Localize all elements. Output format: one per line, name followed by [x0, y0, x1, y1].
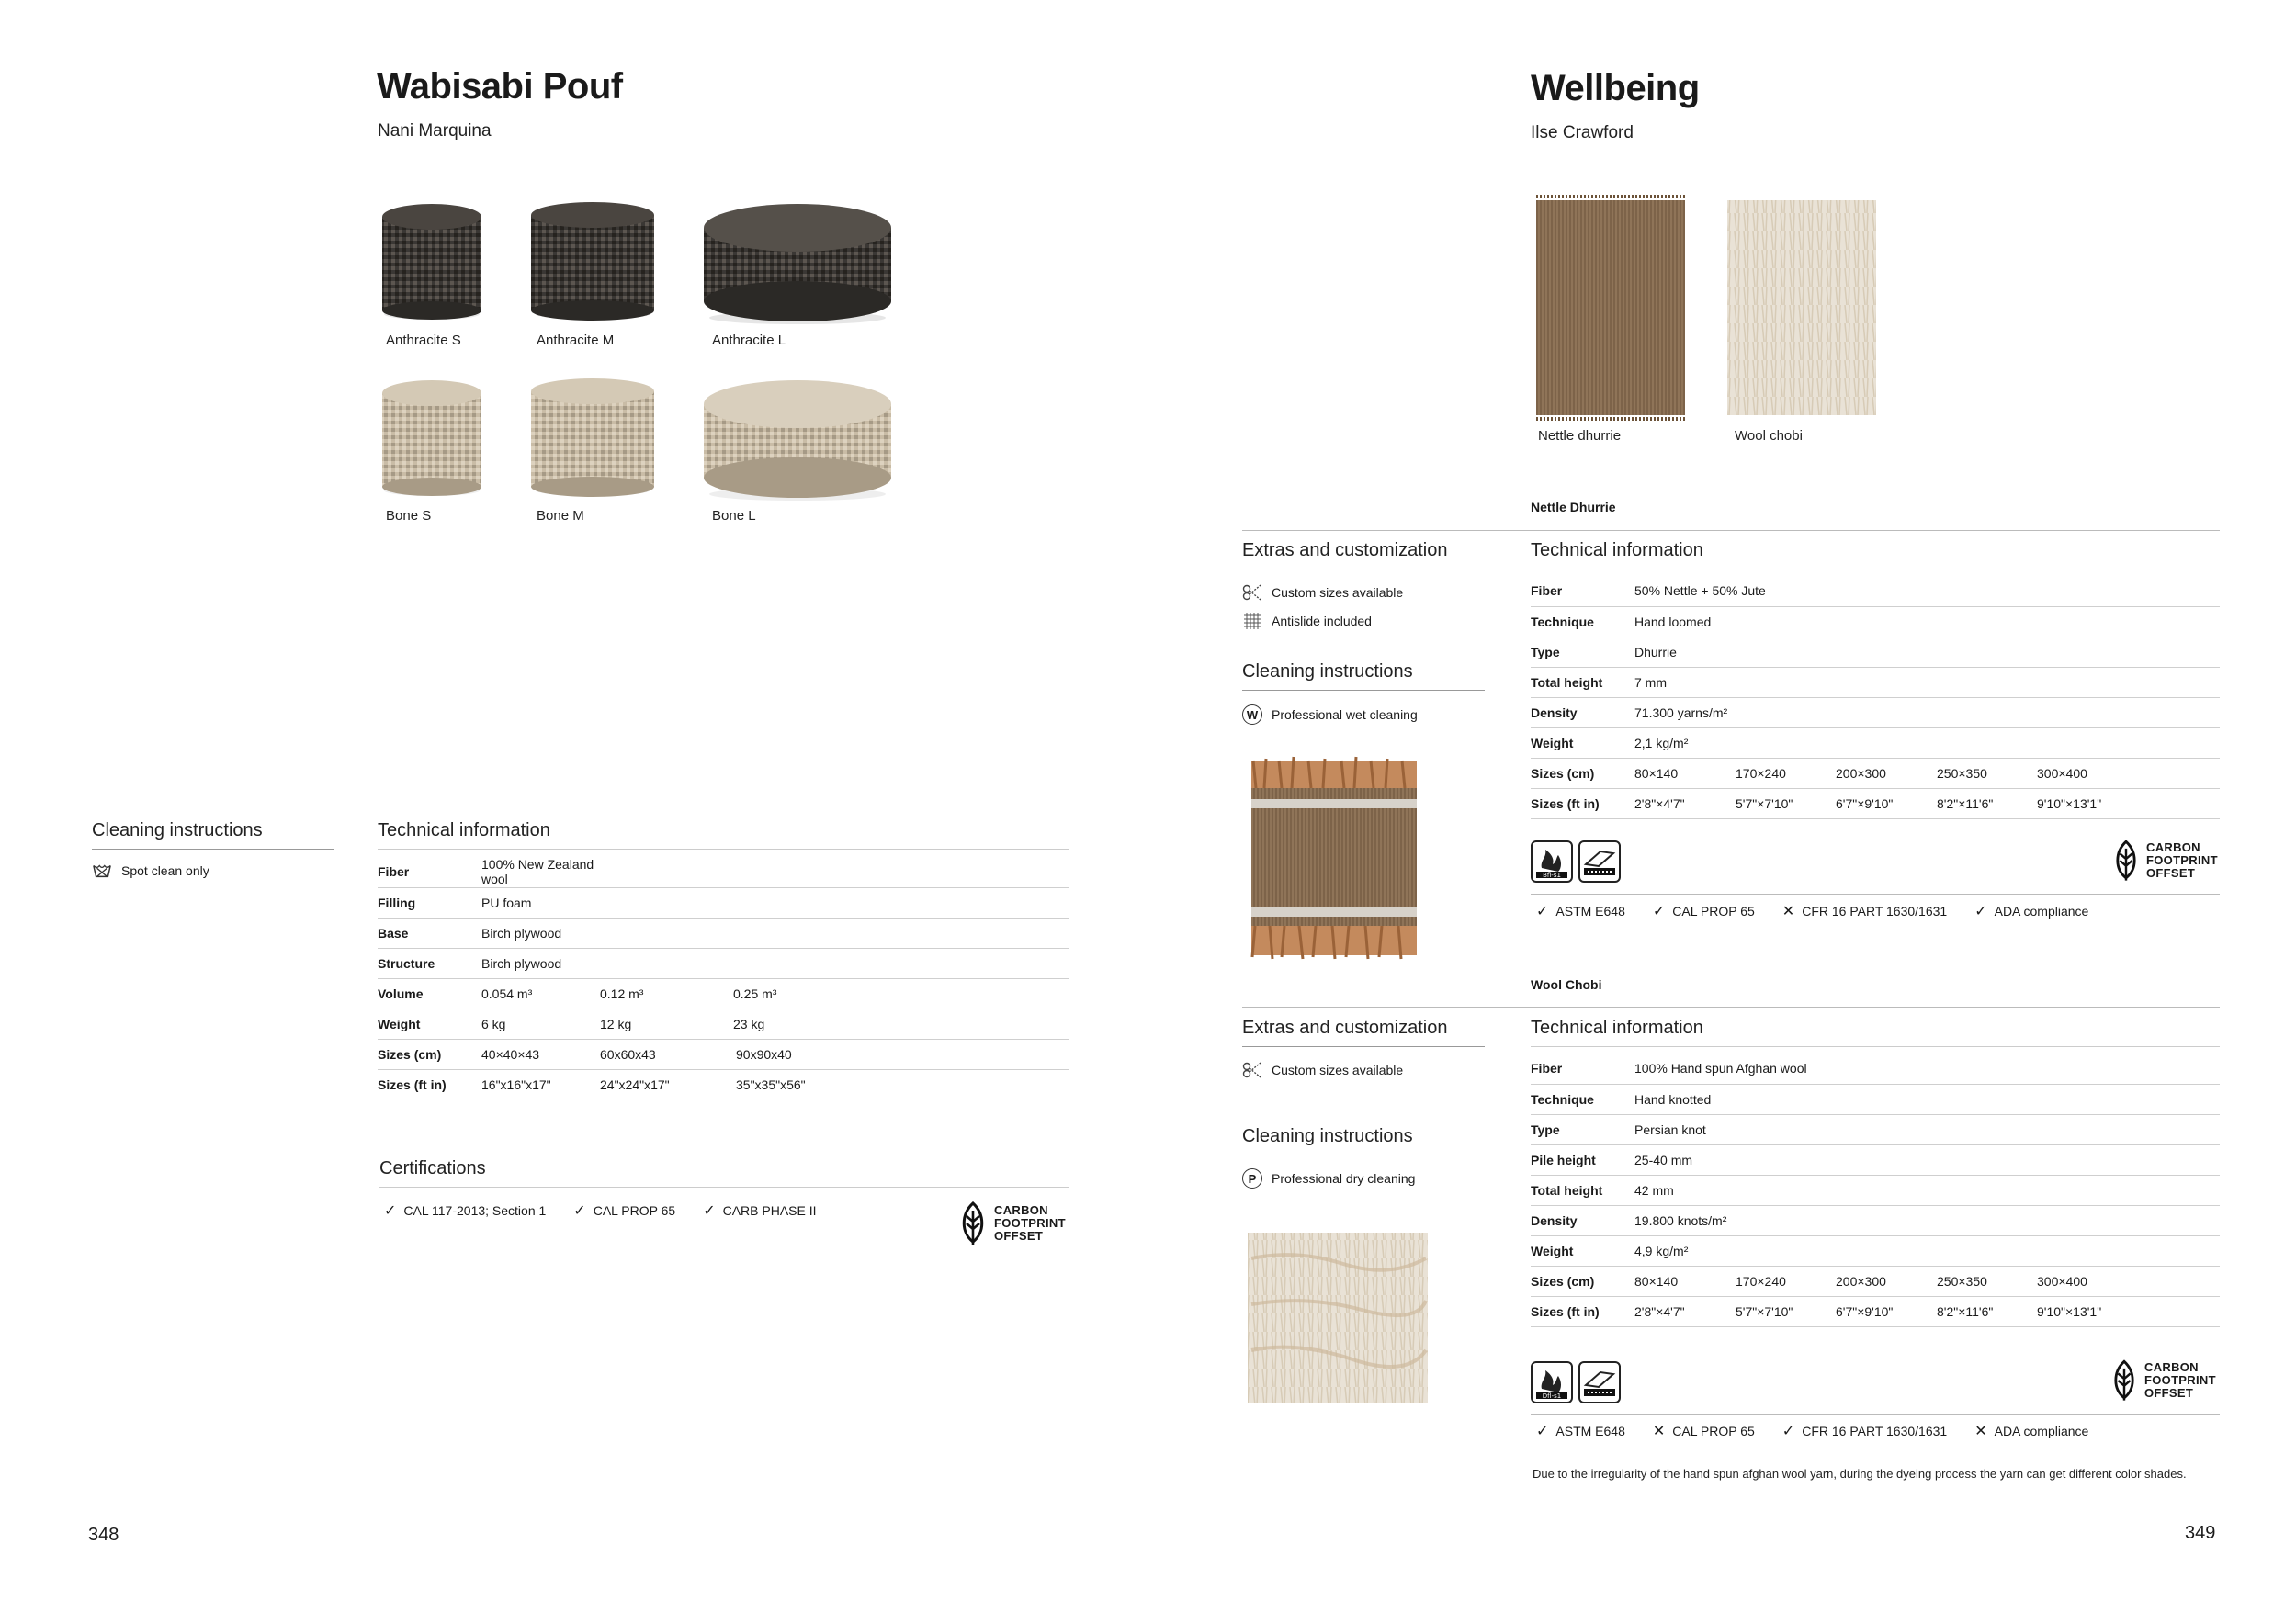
table-row: Base Birch plywood — [378, 918, 1069, 948]
page-number-left: 348 — [88, 1525, 119, 1545]
divider — [1242, 530, 2220, 531]
divider — [1531, 894, 2220, 895]
cross-icon: ✕ — [1652, 1424, 1666, 1439]
cleaning-text: Spot clean only — [121, 863, 209, 878]
page-title-right: Wellbeing — [1531, 68, 1700, 108]
product-nettle-dhurrie[interactable] — [1533, 195, 1689, 425]
extra-item: Custom sizes available — [1242, 1060, 1403, 1080]
extras-heading-nettle: Extras and customization — [1242, 540, 1485, 569]
pouf-image — [527, 377, 658, 505]
pouf-image — [700, 377, 895, 505]
pouf-image — [700, 200, 895, 329]
product-bone-s[interactable] — [377, 377, 487, 510]
floor-icon — [1578, 840, 1621, 883]
swatch-image — [1242, 751, 1426, 963]
table-row: Sizes (cm) 80×140 170×240 200×300 250×350 300×400 — [1531, 758, 2220, 788]
product-bone-m[interactable] — [527, 377, 658, 510]
dye-note: Due to the irregularity of the hand spun afghan wool yarn, during the dyeing process the yarn can get different color shades. — [1533, 1467, 2187, 1481]
section-name-wool: Wool Chobi — [1531, 977, 1602, 992]
tech-table-left — [378, 857, 1069, 1099]
cert-list-nettle — [1536, 902, 2116, 920]
table-row: Sizes (cm) 40×40×43 60x60x43 90x90x40 — [378, 1039, 1069, 1069]
product-label: Bone S — [386, 508, 432, 524]
tech-heading-nettle: Technical information — [1531, 540, 2220, 569]
table-row: Density 71.300 yarns/m² — [1531, 697, 2220, 727]
page-title-left: Wabisabi Pouf — [377, 66, 623, 107]
fire-rating-badges-wool — [1531, 1361, 1626, 1403]
cert-item: ✓ ASTM E648 — [1536, 904, 1625, 919]
table-row: Fiber 100% Hand spun Afghan wool — [1531, 1054, 2220, 1084]
product-anthracite-s[interactable] — [377, 200, 487, 333]
cert-list-wool — [1536, 1422, 2116, 1440]
cert-item: ✓ ASTM E648 — [1536, 1424, 1625, 1439]
rug-image — [1724, 195, 1880, 421]
swatch-image — [1242, 1222, 1435, 1414]
table-row: Weight 2,1 kg/m² — [1531, 727, 2220, 758]
cert-item: ✓ CARB PHASE II — [703, 1203, 817, 1219]
cleaning-item-nettle: W Professional wet cleaning — [1242, 704, 1418, 725]
scissors-icon — [1242, 1060, 1262, 1080]
carbon-offset-logo: CARBON FOOTPRINT OFFSET — [2109, 1359, 2216, 1402]
table-row: Type Persian knot — [1531, 1114, 2220, 1144]
carbon-offset-logo: CARBON FOOTPRINT OFFSET — [957, 1201, 1066, 1245]
check-icon: ✓ — [384, 1203, 397, 1219]
cleaning-item-wool: P Professional dry cleaning — [1242, 1168, 1415, 1189]
table-row: Sizes (ft in) 2'8"×4'7" 5'7"×7'10" 6'7"×9'10" 8'2"×11'6" 9'10"×13'1" — [1531, 788, 2220, 818]
svg-text:Bfl-s1: Bfl-s1 — [1543, 872, 1561, 879]
check-icon: ✓ — [1536, 1424, 1549, 1439]
product-label: Bone L — [712, 508, 756, 524]
check-icon: ✓ — [573, 1203, 586, 1219]
page-number-right: 349 — [2185, 1523, 2216, 1543]
cleaning-heading-wool: Cleaning instructions — [1242, 1126, 1485, 1155]
tech-heading-wool: Technical information — [1531, 1018, 2220, 1047]
cert-item: ✓ CAL PROP 65 — [573, 1203, 676, 1219]
extra-item: Antislide included — [1242, 611, 1372, 631]
table-row: Sizes (ft in) 16"x16"x17" 24"x24"x17" 35"x35"x56" — [378, 1076, 806, 1092]
wool-swatch — [1242, 1222, 1435, 1419]
cleaning-heading-nettle: Cleaning instructions — [1242, 661, 1485, 691]
fire-rating-badges-nettle — [1531, 840, 1626, 883]
cert-item: ✓ CAL PROP 65 — [1652, 904, 1755, 919]
cert-item: ✕ CFR 16 PART 1630/1631 — [1781, 904, 1948, 919]
svg-text:Dfl-s1: Dfl-s1 — [1542, 1392, 1562, 1400]
table-row: Weight 4,9 kg/m² — [1531, 1235, 2220, 1266]
pouf-image — [527, 200, 658, 329]
table-row: Density 19.800 knots/m² — [1531, 1205, 2220, 1235]
table-row: Filling PU foam — [378, 887, 1069, 918]
cleaning-item-left — [92, 861, 209, 881]
extras-heading-wool: Extras and customization — [1242, 1018, 1485, 1047]
cross-icon: ✕ — [1781, 904, 1795, 919]
cleaning-heading-left: Cleaning instructions — [92, 820, 334, 850]
product-bone-l[interactable] — [700, 377, 895, 510]
check-icon: ✓ — [1536, 904, 1549, 919]
table-row: Sizes (ft in) 2'8"×4'7" 5'7"×7'10" 6'7"×9'10" 8'2"×11'6" 9'10"×13'1" — [1531, 1296, 2220, 1326]
designer-left: Nani Marquina — [378, 121, 492, 141]
grid-icon — [1242, 611, 1262, 631]
wet-cleaning-icon: W — [1242, 704, 1262, 725]
leaf-icon — [957, 1201, 989, 1245]
table-row: Technique Hand knotted — [1531, 1084, 2220, 1114]
nettle-swatch — [1242, 751, 1426, 967]
dry-cleaning-icon: P — [1242, 1168, 1262, 1189]
cert-item: ✓ ADA compliance — [1974, 904, 2089, 919]
table-row: Total height 7 mm — [1531, 667, 2220, 697]
divider — [1531, 1414, 2220, 1415]
check-icon: ✓ — [1974, 904, 1987, 919]
scissors-icon — [1242, 582, 1262, 603]
extra-item: Custom sizes available — [1242, 582, 1403, 603]
cert-heading-left: Certifications — [379, 1158, 1069, 1188]
table-row: Structure Birch plywood — [378, 948, 1069, 978]
table-row: Volume 0.054 m³ 0.12 m³ 0.25 m³ — [378, 978, 1069, 1009]
product-label: Anthracite S — [386, 332, 461, 348]
rug-image — [1533, 195, 1689, 421]
table-row: Total height 42 mm — [1531, 1175, 2220, 1205]
check-icon: ✓ — [1652, 904, 1666, 919]
pouf-image — [377, 200, 487, 329]
cross-icon: ✕ — [1974, 1424, 1987, 1439]
fire-rating-icon — [1531, 840, 1573, 883]
cert-item: ✕ CAL PROP 65 — [1652, 1424, 1755, 1439]
cert-item: ✕ ADA compliance — [1974, 1424, 2089, 1439]
floor-icon — [1578, 1361, 1621, 1403]
product-label: Anthracite M — [537, 332, 615, 348]
product-label: Bone M — [537, 508, 584, 524]
table-row: Type Dhurrie — [1531, 637, 2220, 667]
tech-table-nettle — [1531, 576, 2220, 819]
handwash-icon — [92, 861, 112, 881]
product-label: Wool chobi — [1735, 428, 1803, 444]
leaf-icon — [2111, 840, 2141, 882]
table-row: Technique Hand loomed — [1531, 606, 2220, 637]
table-row: Weight 6 kg 12 kg 23 kg — [378, 1009, 1069, 1039]
product-wool-chobi[interactable] — [1724, 195, 1880, 425]
pouf-image — [377, 377, 487, 505]
carbon-offset-logo: CARBON FOOTPRINT OFFSET — [2111, 840, 2218, 882]
table-row: Fiber 100% New Zealand wool — [378, 857, 1069, 887]
product-label: Nettle dhurrie — [1538, 428, 1622, 444]
cert-list-left — [384, 1201, 844, 1220]
table-row: Sizes (cm) 80×140 170×240 200×300 250×350 300×400 — [1531, 1266, 2220, 1296]
table-row: Fiber 50% Nettle + 50% Jute — [1531, 576, 2220, 606]
check-icon: ✓ — [1781, 1424, 1795, 1439]
tech-table-wool — [1531, 1054, 2220, 1327]
cert-item: ✓ CAL 117-2013; Section 1 — [384, 1203, 547, 1219]
designer-right: Ilse Crawford — [1531, 123, 1634, 142]
fire-rating-icon — [1531, 1361, 1573, 1403]
check-icon: ✓ — [703, 1203, 716, 1219]
product-anthracite-l[interactable] — [700, 200, 895, 333]
product-anthracite-m[interactable] — [527, 200, 658, 333]
table-row: Pile height 25-40 mm — [1531, 1144, 2220, 1175]
tech-heading-left: Technical information — [378, 820, 1069, 850]
section-name-nettle: Nettle Dhurrie — [1531, 500, 1616, 514]
divider — [1242, 1007, 2220, 1008]
leaf-icon — [2109, 1359, 2139, 1402]
cert-item: ✓ CFR 16 PART 1630/1631 — [1781, 1424, 1948, 1439]
product-label: Anthracite L — [712, 332, 786, 348]
